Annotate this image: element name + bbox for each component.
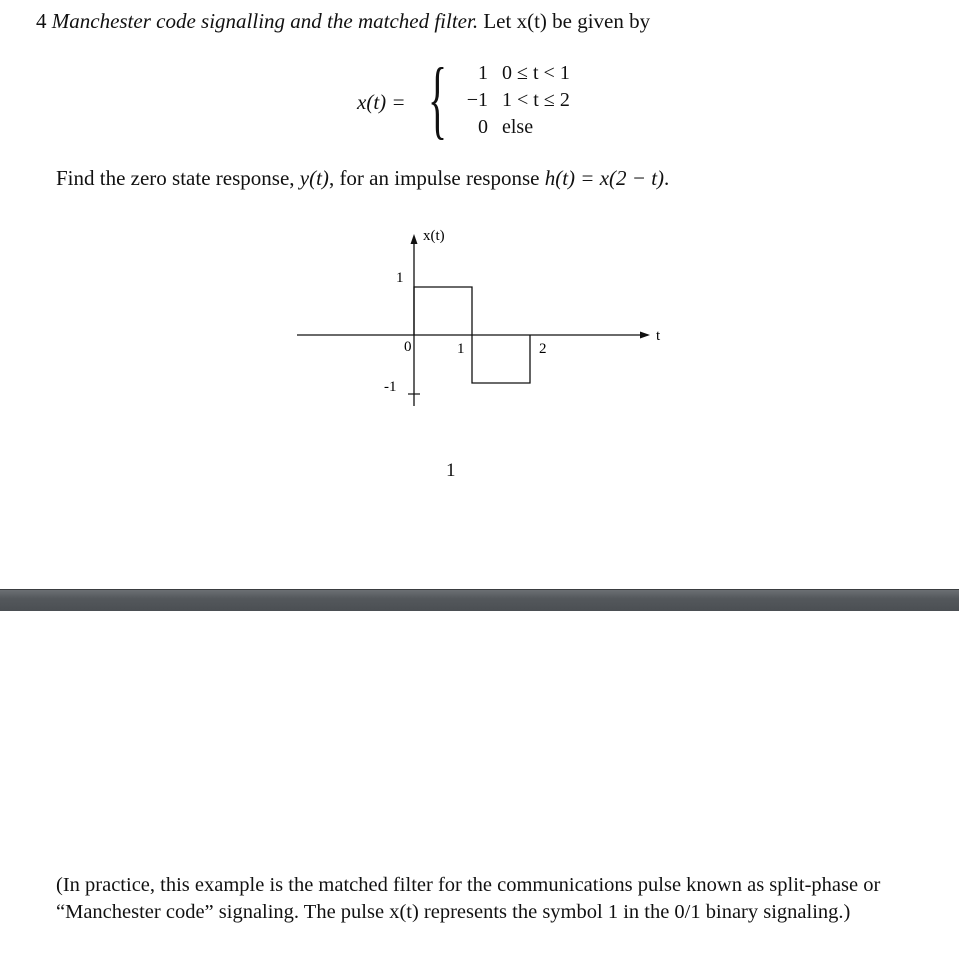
- xlabel-t: t: [656, 328, 661, 344]
- problem-number: 4: [36, 9, 47, 33]
- x-axis-vertical-arrow: [411, 234, 418, 244]
- case-condition-2: 1 < t ≤ 2: [502, 89, 570, 111]
- footer-note: (In practice, this example is the matched filter for the communications pulse known as split-phase or “Manchester code” signaling. The pulse x(t) represents the symbol 1 in the 0/1 binary signaling.): [56, 874, 881, 923]
- problem-heading: [36, 9, 650, 34]
- ytick-minus-one: -1: [384, 379, 397, 395]
- equation-lhs: x(t) =: [357, 90, 406, 114]
- question-h: h(t) = x(2 − t): [544, 166, 665, 190]
- problem-title: Manchester code signalling and the matched filter.: [51, 9, 479, 33]
- xtick-two: 2: [539, 341, 547, 357]
- question-part-2: , for an impulse response: [328, 166, 545, 190]
- xtick-one: 1: [457, 341, 465, 357]
- equation-brace: {: [428, 51, 448, 148]
- page-number: 1: [446, 460, 456, 481]
- problem-intro: Let x(t) be given by: [483, 9, 651, 33]
- question-part-1: Find the zero state response,: [56, 166, 300, 190]
- page-separator-bar: [0, 589, 959, 611]
- xtick-zero: 0: [404, 339, 412, 355]
- case-value-2: −1: [466, 89, 488, 111]
- question-text: [56, 166, 669, 191]
- case-condition-1: 0 ≤ t < 1: [502, 62, 570, 84]
- ylabel-x-of-t: x(t): [423, 228, 445, 244]
- question-y: y(t): [299, 166, 329, 190]
- case-value-1: 1: [478, 62, 488, 84]
- t-axis-arrow: [640, 332, 650, 339]
- question-part-3: .: [664, 166, 670, 190]
- ytick-one: 1: [396, 270, 404, 286]
- case-value-3: 0: [478, 116, 488, 138]
- signal-figure: [0, 210, 959, 630]
- case-condition-3: else: [502, 116, 534, 138]
